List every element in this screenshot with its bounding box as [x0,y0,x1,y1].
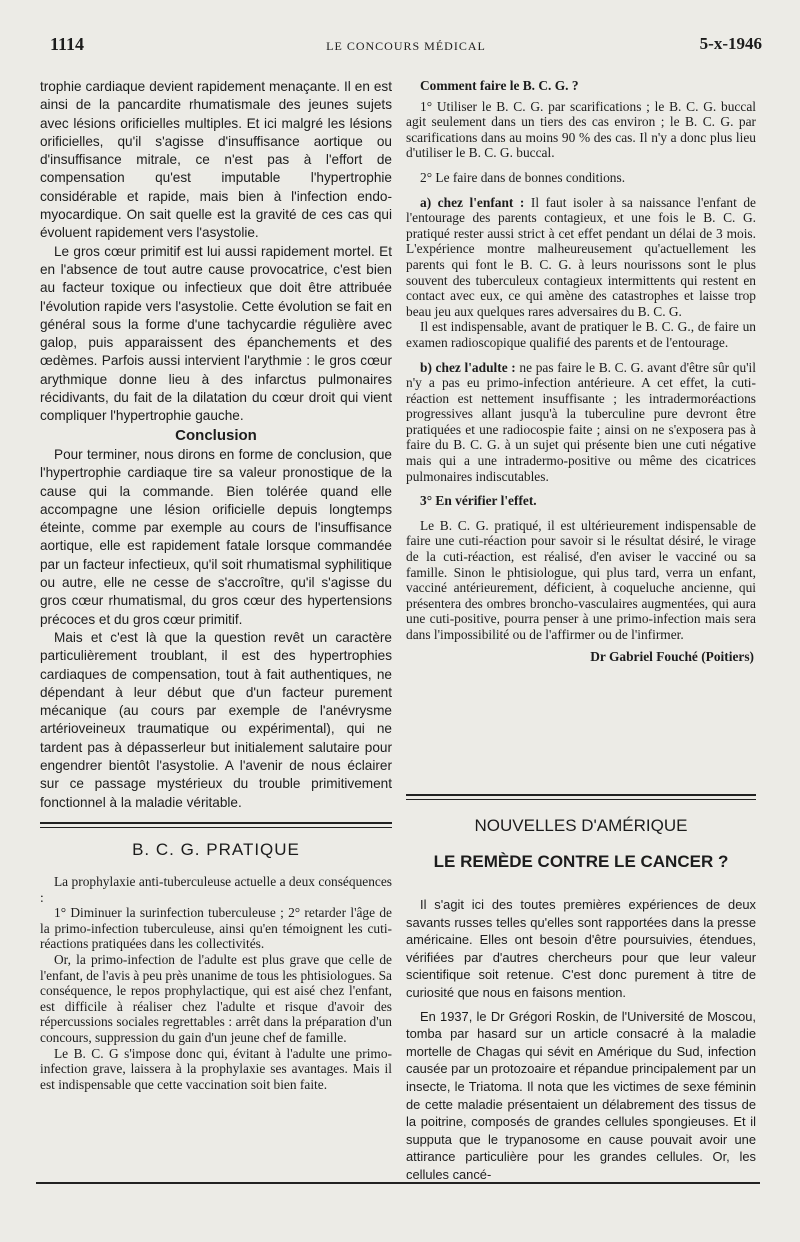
paragraph: 2° Le faire dans de bonnes conditions. [420,169,626,185]
signature: Dr Gabriel Fouché (Poitiers) [590,648,754,664]
page-bottom-rule [36,1182,760,1184]
child-label: a) chez l'enfant : [420,194,525,210]
spacer [406,509,756,518]
paragraph: Le B. C. G. pratiqué, il est ultérieurement indispensable de faire une cuti-réaction pour savoir si le résultat désiré, le virage de la cuti-réaction, est réalisé, d'en aviser le vacciné ou sa famille. Sinon le phtisiologue, qui plus tard, verra un enfant, vacciné antérieurement, déficient, à coqueluche ancienne, qui présentera des ombres broncho-vasculaires augmentées, qui aura une cuti-positive, pourra penser à une primo-infection mais sera dans l'impossibilité ou de l'affirmer ou de l'infirmer. [406,517,756,642]
paragraph: La prophylaxie anti-tuberculeuse actuelle a deux conséquences : [40,874,392,905]
adult-text: ne pas faire le B. C. G. avant d'être sûr qu'il n'y a pas eu primo-infection antérieure. A cet effet, la cuti-réaction est nettement insuffisante ; les intradermoréactions progressives allant jusqu'à la tuberculine pure devront être pratiquées et une radiocospie faite ; ainsi on ne s'exposera pas à faire du B. C. G. à un sujet qui présente bien une cuti négative mais qui a une intradermo-positive ou même des cicatrices pulmonaires indiscutables. [406,359,756,484]
subheading: 3° En vérifier l'effet. [420,493,537,509]
issue-date: 5-x-1946 [699,34,762,53]
bcg-section-title: B. C. G. PRATIQUE [132,840,300,859]
section-divider [40,822,392,824]
child-text: Il faut isoler à sa naissance l'enfant de l'entourage des parents contagieux, et une fois le B. C. G. pratiqué rester aussi strict à cet effet pendant un délai de 3 mois. L'expérience montre malheureusement qu'actuellement les parents qui font le B. C. G. à leurs nourissons sont le plus souvent des tuberculeux contagieux intermittents qui restent en contact avec eux, ce qui amène des catastrophes et laisse trop beau jeu aux quelques rares adversaires du B. C. G. [406,194,756,319]
paragraph: Il est indispensable, avant de pratiquer le B. C. G., de faire un examen radioscopique qualifié des parents et de l'entourage. [406,319,756,350]
right-column-text [406,78,756,664]
paragraph: Or, la primo-infection de l'adulte est plus grave que celle de l'enfant, de l'avis à peu près unanime de tous les phtisiologues. Sa conséquence, le repos prophylactique, qui est aisé chez l'enfant, est difficile à réaliser chez l'adulte et risque d'avoir des répercussions sociales regrettables : arrêt dans la préparation d'un concours, suppression du gain d'un jeune chef de famille. [40,951,392,1045]
news-kicker: NOUVELLES D'AMÉRIQUE [474,816,688,835]
conclusion-heading: Conclusion [175,426,257,444]
paragraph: trophie cardiaque devient rapidement menaçante. Il en est ainsi de la pancardite rhumatismale des jeunes sujets avec lésions orificielles multiples. Et ici malgré les lésions orificielles, qu'il s'agisse d'insuffisance aortique ou d'insuffisance mitrale, ce n'est pas à l'effort de compensation qu'est imputable l'hypertrophie considérable et rapide, mais bien à l'infection endo-myocardique. On sait quelle est la gravité de ces cas qui évoluent rapidement vers l'asystolie. [40,79,392,241]
section-divider [406,799,756,800]
paragraph: En 1937, le Dr Grégori Roskin, de l'Université de Moscou, tomba par hasard sur un article consacré à la maladie mortelle de Chagas qui sévit en Amérique du Sud, infection causée par un protozoaire et répandue principalement par un insecte, le Triatoma. Il nota que les victimes de sexe féminin de cette maladie présentaient un délabrement des tissus de la poitrine, composés de grandes cellules spongieuses. Et il supputa que le trypanosome en cause pouvait avoir une attirance particulière pour les grandes cellules. Or, les cellules cancé- [406,1008,756,1182]
paragraph [406,195,756,320]
paragraph: Le B. C. G s'impose donc qui, évitant à l'adulte une primo-infection grave, laissera à la prophylaxie ses avantages. Mais il est indispensable que cette vaccination soit bien faite. [40,1045,392,1092]
page-header [50,30,762,60]
journal-title: LE CONCOURS MÉDICAL [326,39,486,53]
subheading: Comment faire le B. C. G. ? [420,78,579,93]
bcg-column-text [40,874,392,1092]
spacer [406,161,756,170]
left-column-text [40,78,392,812]
news-column-text [406,896,756,1184]
section-divider [40,827,392,828]
spacer [406,351,756,360]
paragraph: Il s'agit ici des toutes premières expériences de deux savants russes telles qu'elles sont rapportées dans la presse américaine. Elles ont besoin d'être poursuivies, étendues, vérifiées par d'autres chercheurs pour que leur valeur scientifique soit retenue. C'est donc purement à titre de curiosité que nous en faisons mention. [406,897,756,1000]
section-divider [406,794,756,796]
adult-label: b) chez l'adulte : [420,359,516,375]
paragraph: Le gros cœur primitif est lui aussi rapidement mortel. Et en l'absence de tout autre cause provocatrice, c'est bien au facteur toxique ou infectieux que doit être attribuée l'évolution rapide vers l'asystolie. Cette évolution se fait en général sous la forme d'une tachycardie régulière avec galop, puis apparaissent des épanchements et des œdèmes. Parfois aussi intervient l'arythmie : le gros cœur arythmique donne lieu à des infarctus pulmonaires récidivants, du fait de la dilatation du cœur droit qui vient compliquer l'hypertrophie gauche. [40,243,392,424]
paragraph [406,360,756,485]
news-title: LE REMÈDE CONTRE LE CANCER ? [433,852,729,871]
spacer [406,186,756,195]
paragraph: Mais et c'est là que la question revêt un caractère particulièrement troublant, il est des hypertrophies cardiaques de compensation, tout à fait authentiques, ne dépendant à leur début que d'un facteur purement mécanique (au cours par exemple de l'anévrysme artérioveineux traumatique ou expérimental), qui ne tardent pas à dépasserleur but initialement salutaire pour engendrer bientôt l'asystolie. A l'avenir de nous éclairer sur ce passage mystérieux du trouble primitivement fonctionnel à la maladie véritable. [40,629,392,810]
spacer [406,484,756,493]
paragraph: 1° Diminuer la surinfection tuberculeuse ; 2° retarder l'âge de la primo-infection tuberculeuse, ainsi qu'en témoignent les cuti-réactions pratiquées dans les collectivités. [40,905,392,952]
paragraph: Pour terminer, nous dirons en forme de conclusion, que l'hypertrophie cardiaque tire sa valeur pronostique de la cause qui la commande. Bien tolérée quand elle accompagne une lésion orificielle depuis longtemps éteinte, comme par exemple au cours de l'insuffisance aortique, elle est rapidement fatale lorsque commandée par un facteur infectieux, qu'il soit rhumatismal syphilitique ou autre, elle ne cesse de s'accroître, qu'il s'agisse du gros cœur rhumatismal, du gros cœur des hypertensions précoces et du gros cœur primitif. [40,446,392,627]
paragraph: 1° Utiliser le B. C. G. par scarifications ; le B. C. G. buccal agit seulement dans un tiers des cas environ ; le B. C. G. par scarifications dans au moins 90 % des cas. Il n'y a donc plus lieu d'utiliser le B. C. G. buccal. [406,98,756,161]
page-number: 1114 [50,34,85,54]
